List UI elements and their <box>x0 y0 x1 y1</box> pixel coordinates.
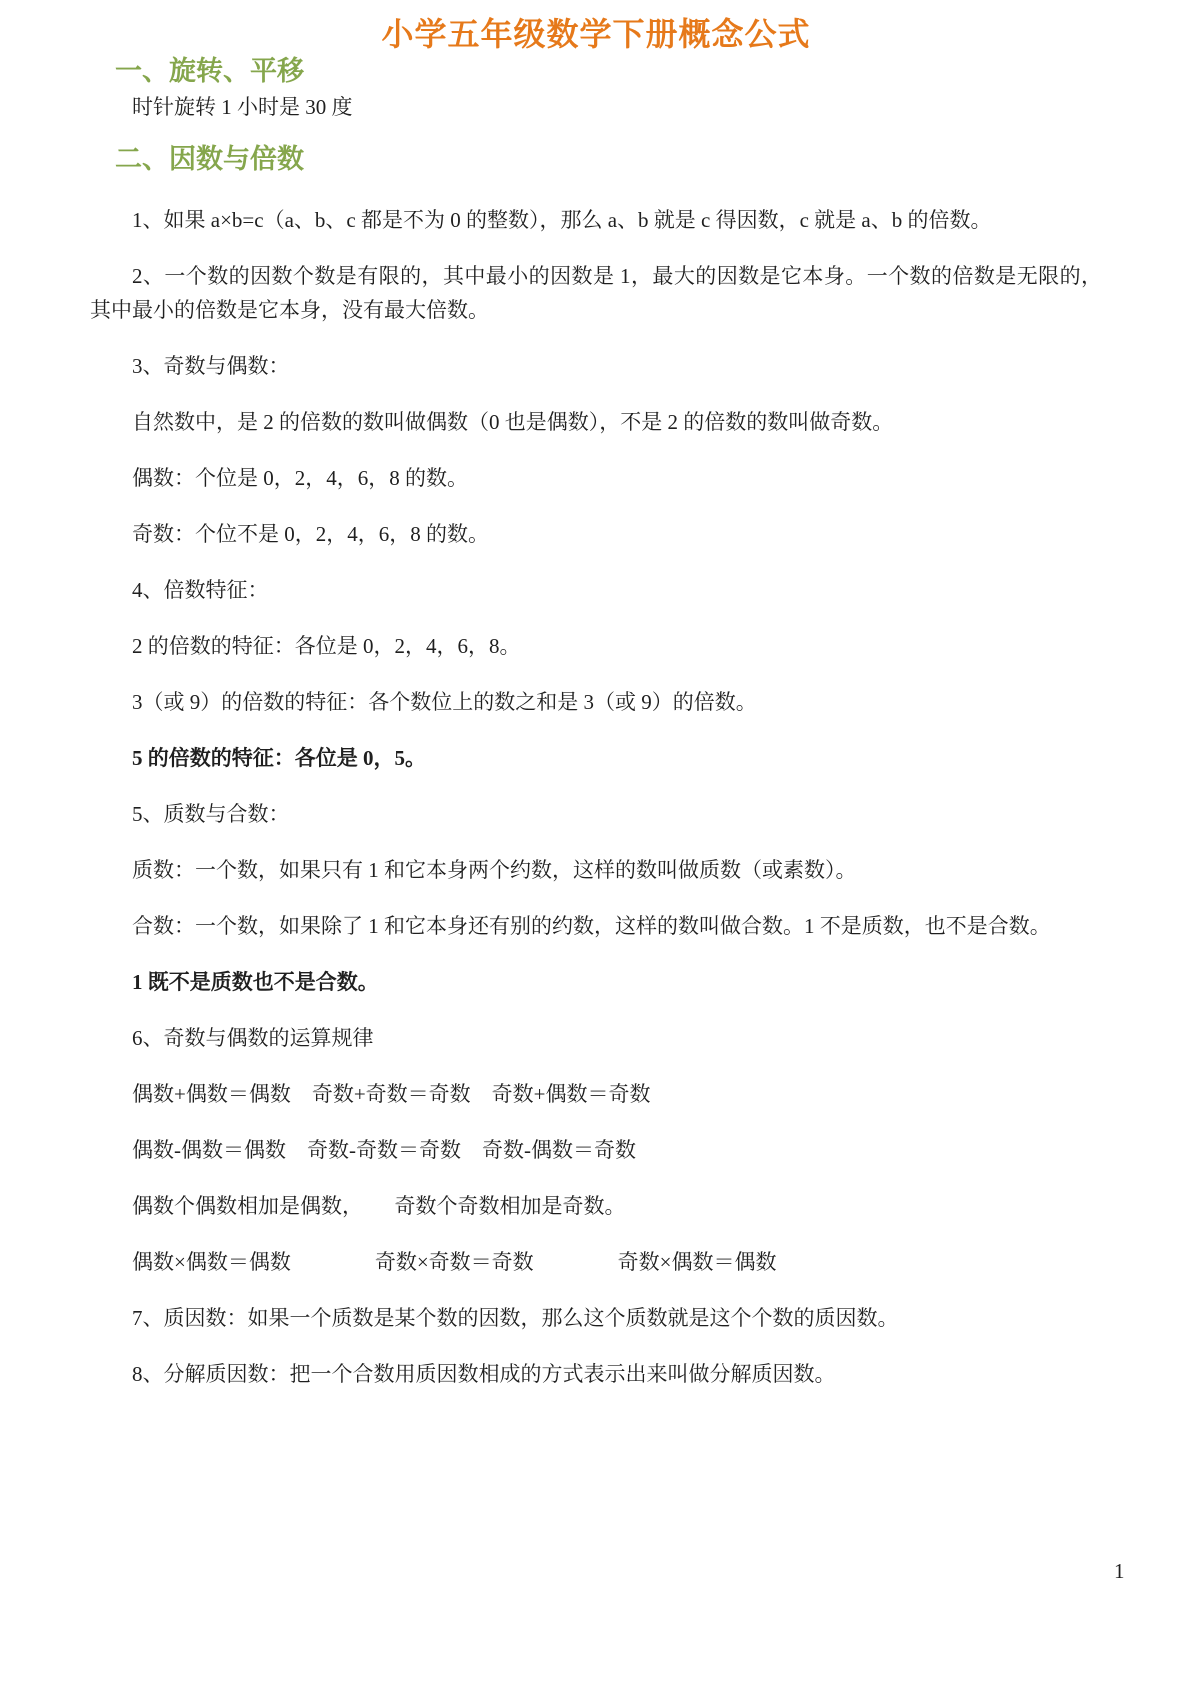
paragraph-factor-definition: 1、如果 a×b=c（a、b、c 都是不为 0 的整数），那么 a、b 就是 c 得因数，c 就是 a、b 的倍数。 <box>132 208 992 232</box>
paragraph-multiples-of-5: 5 的倍数的特征：各位是 0，5。 <box>132 746 426 770</box>
paragraph-multiples-of-2: 2 的倍数的特征：各位是 0，2，4，6，8。 <box>132 634 521 658</box>
page-number: 1 <box>1114 1559 1125 1583</box>
paragraph-multiplication-rules: 偶数×偶数＝偶数 奇数×奇数＝奇数 奇数×偶数＝偶数 <box>132 1250 777 1274</box>
paragraph-prime-factorization: 8、分解质因数：把一个合数用质因数相成的方式表示出来叫做分解质因数。 <box>132 1362 836 1386</box>
paragraph-odd-definition: 奇数：个位不是 0，2，4，6，8 的数。 <box>132 522 489 546</box>
paragraph-one-neither: 1 既不是质数也不是合数。 <box>132 970 379 994</box>
paragraph-prime-factor: 7、质因数：如果一个质数是某个数的因数，那么这个质数就是这个个数的质因数。 <box>132 1306 899 1330</box>
document-title: 小学五年级数学下册概念公式 <box>381 16 811 52</box>
paragraph-even-definition: 偶数：个位是 0，2，4，6，8 的数。 <box>132 466 468 490</box>
paragraph-odd-even-heading: 3、奇数与偶数： <box>132 354 290 378</box>
paragraph-composite-definition: 合数：一个数，如果除了 1 和它本身还有别的约数，这样的数叫做合数。1 不是质数，也不是合数。 <box>132 914 1051 938</box>
paragraph-natural-numbers: 自然数中，是 2 的倍数的数叫做偶数（0 也是偶数），不是 2 的倍数的数叫做奇数。 <box>132 410 894 434</box>
paragraph-factor-count: 2、一个数的因数个数是有限的，其中最小的因数是 1，最大的因数是它本身。一个数的倍数是无限的，其中最小的倍数是它本身，没有最大倍数。 <box>90 264 1102 322</box>
section-heading-factors-multiples: 二、因数与倍数 <box>115 144 304 174</box>
paragraph-clock-rotation: 时针旋转 1 小时是 30 度 <box>132 95 353 119</box>
paragraph-multiple-features: 4、倍数特征： <box>132 578 269 602</box>
paragraph-subtraction-rules: 偶数-偶数＝偶数 奇数-奇数＝奇数 奇数-偶数＝奇数 <box>132 1138 636 1162</box>
paragraph-addition-rules: 偶数+偶数＝偶数 奇数+奇数＝奇数 奇数+偶数＝奇数 <box>132 1082 651 1106</box>
paragraph-prime-composite-heading: 5、质数与合数： <box>132 802 290 826</box>
paragraph-operation-rules-heading: 6、奇数与偶数的运算规律 <box>132 1026 374 1050</box>
document-content <box>90 16 1102 1413</box>
paragraph-multiples-of-3-9: 3（或 9）的倍数的特征：各个数位上的数之和是 3（或 9）的倍数。 <box>132 690 757 714</box>
paragraph-sum-rules: 偶数个偶数相加是偶数， 奇数个奇数相加是奇数。 <box>132 1194 626 1218</box>
section-heading-rotation-translation: 一、旋转、平移 <box>115 56 304 86</box>
paragraph-prime-definition: 质数：一个数，如果只有 1 和它本身两个约数，这样的数叫做质数（或素数）。 <box>132 858 857 882</box>
